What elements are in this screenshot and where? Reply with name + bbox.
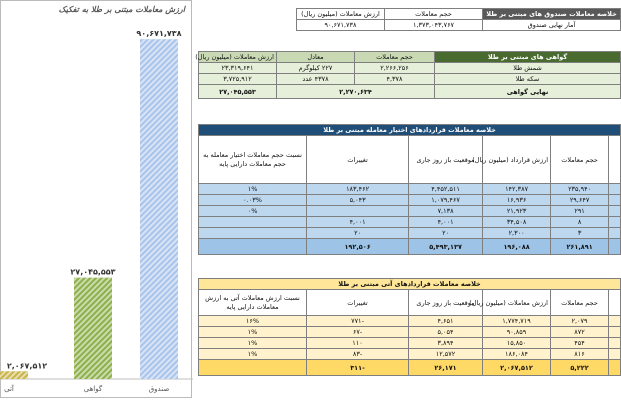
futures-totals-row: [199, 360, 621, 376]
options-row: [199, 195, 621, 206]
value-by-type-chart: [0, 0, 192, 398]
futures-row-oi: ۴,۶۵۱: [409, 316, 483, 327]
options-row-oi: ۱,۰۷۹,۴۶۷: [409, 195, 483, 206]
options-row-oi: ۴,۰۰۱: [409, 217, 483, 228]
options-row-cell: [609, 228, 621, 239]
fund-row-label: آمار نهایی صندوق: [483, 20, 621, 31]
bar-value-label: ۲,۰۶۷,۵۱۲: [6, 361, 48, 371]
options-row-volume: ۲۳۵,۹۴۰: [551, 184, 609, 195]
futures-total-ratio: [199, 360, 307, 376]
options-row-value: ۲,۳۰۰: [483, 228, 551, 239]
futures-row-ratio: ۱%: [199, 349, 307, 360]
futures-value-header: ارزش معاملات (میلیون ریال): [483, 290, 551, 316]
futures-row-cell: [609, 316, 621, 327]
options-header-empty: [609, 136, 621, 184]
futures-row-value: ۹۰,۸۵۹: [483, 327, 551, 338]
options-row-cell: [609, 184, 621, 195]
bar-0: [140, 39, 178, 379]
fund-value-header: ارزش معاملات (میلیون ریال): [297, 9, 385, 20]
cert-row-volume: ۲,۲۶۶,۲۵۶: [355, 63, 435, 74]
futures-row-oi: ۵,۰۵۴: [409, 327, 483, 338]
options-row: [199, 228, 621, 239]
fund-value: ۹۰,۶۷۱,۷۳۸: [297, 20, 385, 31]
options-oi-header: موقعیت باز روز جاری: [409, 136, 483, 184]
options-row-change: ۵,۰۴۳: [307, 195, 409, 206]
futures-row-ratio: ۱۶%: [199, 316, 307, 327]
futures-row-change: -۸۳: [307, 349, 409, 360]
options-row-change: ۴,۰۰۱: [307, 217, 409, 228]
options-volume-header: حجم معاملات: [551, 136, 609, 184]
futures-row-value: ۱۵,۸۵۰: [483, 338, 551, 349]
futures-volume-header: حجم معاملات: [551, 290, 609, 316]
futures-oi-header: موقعیت باز روز جاری: [409, 290, 483, 316]
options-row: [199, 184, 621, 195]
futures-row-ratio: ۱%: [199, 338, 307, 349]
options-row-oi: ۴,۴۵۲,۵۱۱: [409, 184, 483, 195]
futures-row-cell: [609, 349, 621, 360]
options-total-change: ۱۹۲,۵۰۶: [307, 239, 409, 255]
futures-row-ratio: ۱%: [199, 327, 307, 338]
cert-row-equiv: ۲۲۷ کیلوگرم: [277, 63, 355, 74]
bar-value-label: ۲۷,۰۴۵,۵۵۳: [70, 267, 116, 277]
options-total-volume: ۲۶۱,۸۹۱: [551, 239, 609, 255]
options-table-title: خلاصه معاملات قراردادهای اختیار معامله مبتنی بر طلا: [199, 125, 621, 136]
options-change-header: تغییرات: [307, 136, 409, 184]
futures-row-oi: ۱۲,۵۷۲: [409, 349, 483, 360]
options-row-oi: ۷,۱۳۸: [409, 206, 483, 217]
cert-equiv-header: معادل: [277, 52, 355, 63]
bar-2: [0, 371, 28, 379]
futures-row-cell: [609, 327, 621, 338]
fund-volume-header: حجم معاملات: [385, 9, 483, 20]
cert-row-label: سکه طلا: [435, 74, 621, 85]
futures-total-cell: [609, 360, 621, 376]
futures-ratio-header: نسبت ارزش معاملات آتی به ارزش معاملات دارایی پایه: [199, 290, 307, 316]
cert-table-title: گواهی های مبتنی بر طلا: [435, 52, 621, 63]
options-row-volume: ۲۹,۶۴۷: [551, 195, 609, 206]
chart-canvas: [1, 1, 193, 399]
futures-row-volume: ۸۷۲: [551, 327, 609, 338]
category-label: آتی: [4, 385, 14, 393]
futures-row-volume: ۲,۰۷۹: [551, 316, 609, 327]
options-row-change: [307, 206, 409, 217]
certificate-table: [195, 51, 621, 99]
options-row-cell: [609, 217, 621, 228]
futures-row: [199, 327, 621, 338]
options-row-value: ۳۴,۵۰۸: [483, 217, 551, 228]
category-label: گواهی: [83, 385, 103, 393]
options-row-oi: ۲۰: [409, 228, 483, 239]
cert-row-equiv: ۴۳۷۸ عدد: [277, 74, 355, 85]
options-row: [199, 217, 621, 228]
futures-row-change: ۱۱۰: [307, 338, 409, 349]
options-row-cell: [609, 195, 621, 206]
options-row-ratio: ۱%: [199, 184, 307, 195]
cert-total-value: ۲۷,۰۴۵,۵۵۳: [199, 85, 277, 99]
options-row-value: ۱۶,۹۳۶: [483, 195, 551, 206]
options-row-change: ۱۸۳,۴۶۲: [307, 184, 409, 195]
options-table: [198, 124, 621, 255]
cert-row-volume: ۴,۳۷۸: [355, 74, 435, 85]
options-total-ratio: [199, 239, 307, 255]
futures-total-change: -۳۱۱: [307, 360, 409, 376]
options-row-value: ۱۴۲,۳۸۷: [483, 184, 551, 195]
futures-table: [198, 278, 621, 376]
cert-row-value: ۳,۷۲۵,۹۱۲: [199, 74, 277, 85]
futures-row-value: ۱۸۶,۰۸۴: [483, 349, 551, 360]
futures-total-volume: ۵,۲۲۲: [551, 360, 609, 376]
futures-row-volume: ۴۵۴: [551, 338, 609, 349]
options-row-ratio: ۰%: [199, 206, 307, 217]
options-row-change: ۲۰: [307, 228, 409, 239]
futures-row: [199, 316, 621, 327]
cert-total-volume: ۲,۲۷۰,۶۳۴: [277, 85, 435, 99]
options-row-value: ۲۱,۹۲۳: [483, 206, 551, 217]
category-label: صندوق: [148, 385, 170, 393]
futures-row-change: -۷۷۱: [307, 316, 409, 327]
futures-row-cell: [609, 338, 621, 349]
options-row-volume: ۲۹۱: [551, 206, 609, 217]
options-value-header: ارزش قرارداد (میلیون ریال): [483, 136, 551, 184]
futures-table-title: خلاصه معاملات قراردادهای آتی مبتنی بر طلا: [199, 279, 621, 290]
chart-title: ارزش معاملات مبتنی بر طلا به تفکیک: [58, 5, 185, 14]
bar-value-label: ۹۰,۶۷۱,۷۳۸: [136, 29, 182, 39]
options-row-ratio: ۰.۰۳%: [199, 195, 307, 206]
futures-row-change: -۶۷: [307, 327, 409, 338]
bar-1: [74, 278, 112, 379]
futures-total-oi: ۲۶,۱۷۱: [409, 360, 483, 376]
fund-table-title: خلاصه معاملات صندوق های مبتنی بر طلا: [483, 9, 621, 20]
options-total-oi: ۵,۴۹۳,۱۳۷: [409, 239, 483, 255]
options-row-ratio: [199, 217, 307, 228]
bar-hatch: [0, 371, 28, 379]
options-total-value: ۱۹۶,۰۸۸: [483, 239, 551, 255]
fund-summary-table: [296, 8, 621, 31]
options-total-cell: [609, 239, 621, 255]
futures-total-value: ۲,۰۶۷,۵۱۲: [483, 360, 551, 376]
bar-hatch: [74, 278, 112, 379]
futures-change-header: تغییرات: [307, 290, 409, 316]
cert-row-label: شمش طلا: [435, 63, 621, 74]
options-totals-row: [199, 239, 621, 255]
futures-row-oi: ۳,۸۹۴: [409, 338, 483, 349]
options-row-cell: [609, 206, 621, 217]
futures-row-value: ۱,۷۷۴,۷۱۹: [483, 316, 551, 327]
cert-volume-header: حجم معاملات: [355, 52, 435, 63]
futures-header-empty: [609, 290, 621, 316]
cert-total-label: نهایی گواهی: [435, 85, 621, 99]
bar-hatch: [140, 39, 178, 379]
futures-row-volume: ۸۱۶: [551, 349, 609, 360]
options-row-volume: ۳: [551, 228, 609, 239]
options-ratio-header: نسبت حجم معاملات اختیار معامله به حجم معاملات دارایی پایه: [199, 136, 307, 184]
options-row-volume: ۸: [551, 217, 609, 228]
cert-value-header: ارزش معاملات (میلیون ریال): [199, 52, 277, 63]
options-row: [199, 206, 621, 217]
cert-row-value: ۲۳,۳۱۹,۶۴۱: [199, 63, 277, 74]
options-row-ratio: [199, 228, 307, 239]
futures-row: [199, 349, 621, 360]
futures-row: [199, 338, 621, 349]
fund-volume: ۱,۳۷۳,۰۴۳,۷۶۷: [385, 20, 483, 31]
